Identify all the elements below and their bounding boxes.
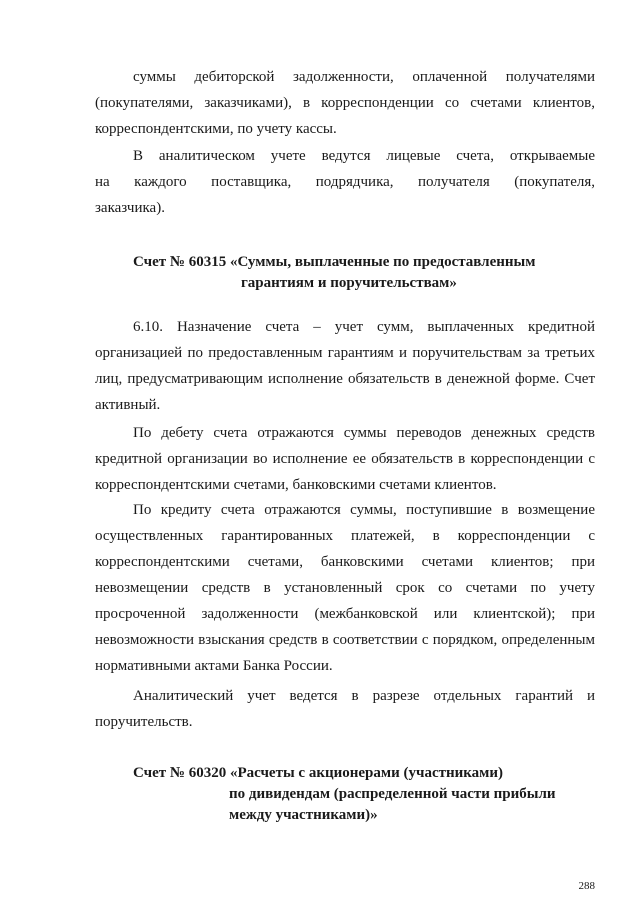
text-line: По кредиту счета отражаются суммы, поступившие в возмещение	[133, 502, 595, 518]
text-line: кредитной организации во исполнение ее обязательств в корреспонденции с	[95, 451, 595, 467]
paragraph-account-purpose	[95, 314, 595, 418]
text-line: невозмещении средств в установленный срок со счетами по учету	[95, 580, 595, 596]
text-line: невозможности взыскания средств в соответствии с порядком, определенным	[95, 632, 595, 648]
text-line: лиц, предусматривающим исполнение обязательств в денежной форме. Счет	[95, 371, 595, 387]
text-line: 6.10. Назначение счета – учет сумм, выплаченных кредитной	[133, 319, 595, 335]
heading-line: между участниками)»	[229, 807, 378, 823]
text-line: (покупателями, заказчиками), в корреспонденции со счетами клиентов,	[95, 95, 595, 111]
heading-line: Счет № 60315 «Суммы, выплаченные по предоставленным	[133, 254, 536, 270]
text-line: корреспондентскими счетами, банковскими счетами клиентов.	[95, 477, 497, 493]
paragraph-debit	[95, 420, 595, 498]
text-line: Аналитический учет ведется в разрезе отдельных гарантий и	[133, 688, 595, 704]
text-line: осуществленных гарантированных платежей, в корреспонденции с	[95, 528, 595, 544]
text-line: В аналитическом учете ведутся лицевые счета, открываемые	[133, 148, 595, 164]
section-heading-60320	[133, 763, 556, 826]
heading-line: по дивидендам (распределенной части прибыли	[229, 786, 556, 802]
paragraph-analytical-guarantees	[95, 683, 595, 735]
text-line: заказчика).	[95, 200, 165, 216]
text-line: просроченной задолженности (межбанковской или клиентской); при	[95, 606, 595, 622]
text-line: организацией по предоставленным гарантиям и поручительствам за третьих	[95, 345, 595, 361]
section-heading-60315	[133, 252, 535, 294]
heading-line: гарантиям и поручительствам»	[241, 275, 457, 291]
text-line: корреспондентскими счетами, банковскими счетами клиентов; при	[95, 554, 595, 570]
text-line: нормативными актами Банка России.	[95, 658, 333, 674]
text-line: корреспондентскими, по учету кассы.	[95, 121, 337, 137]
paragraph-credit	[95, 497, 595, 679]
text-line: суммы дебиторской задолженности, оплаченной получателями	[133, 69, 595, 85]
heading-line: Счет № 60320 «Расчеты с акционерами (участниками)	[133, 765, 504, 781]
paragraph-accounts-receivable	[95, 64, 595, 142]
text-line: По дебету счета отражаются суммы переводов денежных средств	[133, 425, 595, 441]
text-line: на каждого поставщика, подрядчика, получателя (покупателя,	[95, 174, 595, 190]
text-line: активный.	[95, 397, 161, 413]
paragraph-analytical-accounting	[95, 143, 595, 221]
page-number: 288	[578, 880, 595, 892]
text-line: поручительств.	[95, 714, 193, 730]
